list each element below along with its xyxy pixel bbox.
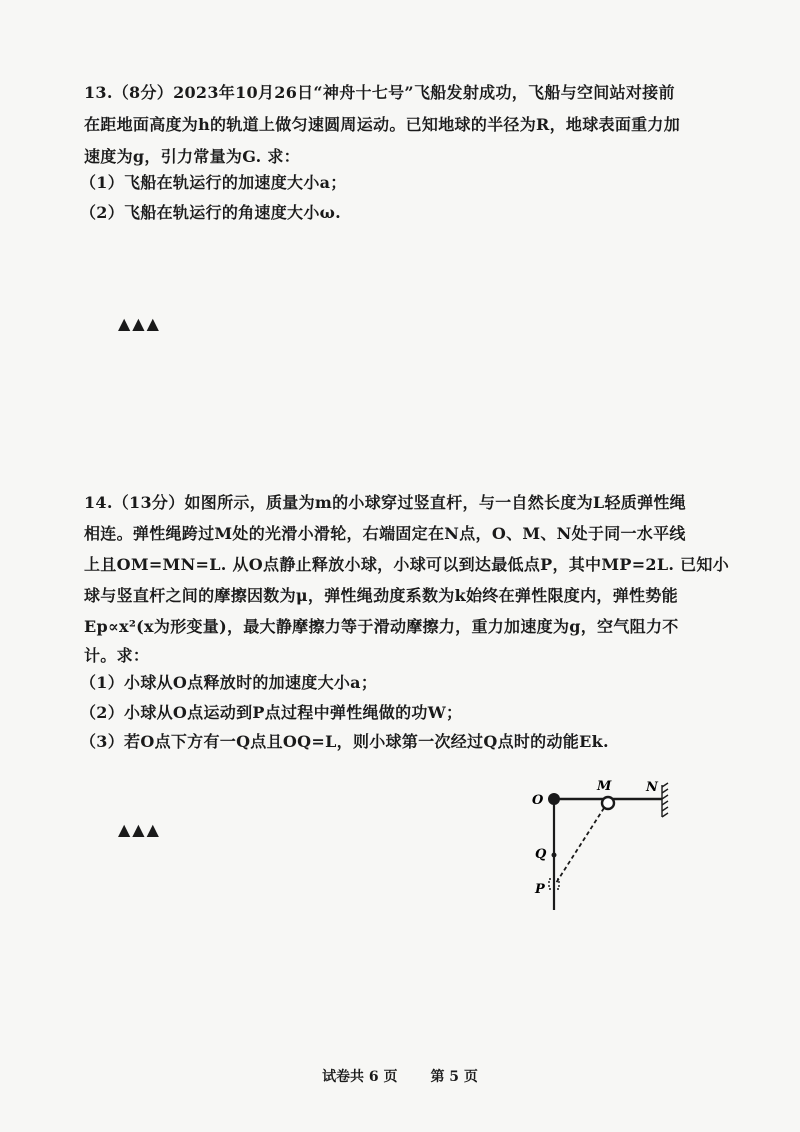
q13-item-1: （1）飞船在轨运行的加速度大小a；: [80, 173, 347, 192]
label-O: O: [532, 793, 544, 808]
q14-line-6: 计。求：: [84, 646, 150, 665]
q13-answer-mark: ▲▲▲: [118, 314, 161, 333]
label-N: N: [646, 780, 658, 795]
q14-line-2: 相连。弹性绳跨过M处的光滑小滑轮，右端固定在N点，O、M、N处于同一水平线: [84, 524, 686, 543]
label-P: P: [535, 882, 545, 897]
dashed-rope-MP: [556, 808, 604, 883]
q14-item-1: （1）小球从O点释放时的加速度大小a；: [80, 673, 378, 692]
q13-line-2: 在距地面高度为h的轨道上做匀速圆周运动。已知地球的半径为R，地球表面重力加: [84, 115, 681, 134]
q14-line-4: 球与竖直杆之间的摩擦因数为μ，弹性绳劲度系数为k始终在弹性限度内，弹性势能: [84, 586, 678, 605]
q13-item-2: （2）飞船在轨运行的角速度大小ω.: [80, 203, 342, 222]
page-footer: [0, 1066, 800, 1086]
q14-item-3: （3）若O点下方有一Q点且OQ=L，则小球第一次经过Q点时的动能Ek.: [80, 732, 609, 751]
point-Q: [552, 853, 557, 858]
q13-line-3: 速度为g，引力常量为G. 求：: [84, 147, 300, 166]
label-M: M: [597, 779, 612, 794]
wall-hatch: [662, 783, 668, 817]
q13-line-1: 13.（8分）2023年10月26日“神舟十七号”飞船发射成功，飞船与空间站对接前: [84, 83, 675, 102]
footer-current-page: 第 5 页: [430, 1069, 478, 1085]
q14-line-5: Ep∝x²(x为形变量)，最大静摩擦力等于滑动摩擦力，重力加速度为g，空气阻力不: [84, 617, 679, 636]
ball-at-O: [548, 793, 560, 805]
q14-item-2: （2）小球从O点运动到P点过程中弹性绳做的功W；: [80, 703, 463, 722]
q14-answer-mark: ▲▲▲: [118, 820, 161, 839]
physics-figure: [520, 775, 720, 925]
pulley-M: [602, 797, 614, 809]
footer-total-pages: 试卷共 6 页: [322, 1069, 398, 1085]
q14-line-3: 上且OM=MN=L. 从O点静止释放小球，小球可以到达最低点P，其中MP=2L. 已知小: [84, 555, 730, 574]
q14-line-1: 14.（13分）如图所示，质量为m的小球穿过竖直杆，与一自然长度为L轻质弹性绳: [84, 493, 686, 512]
label-Q: Q: [535, 847, 547, 862]
